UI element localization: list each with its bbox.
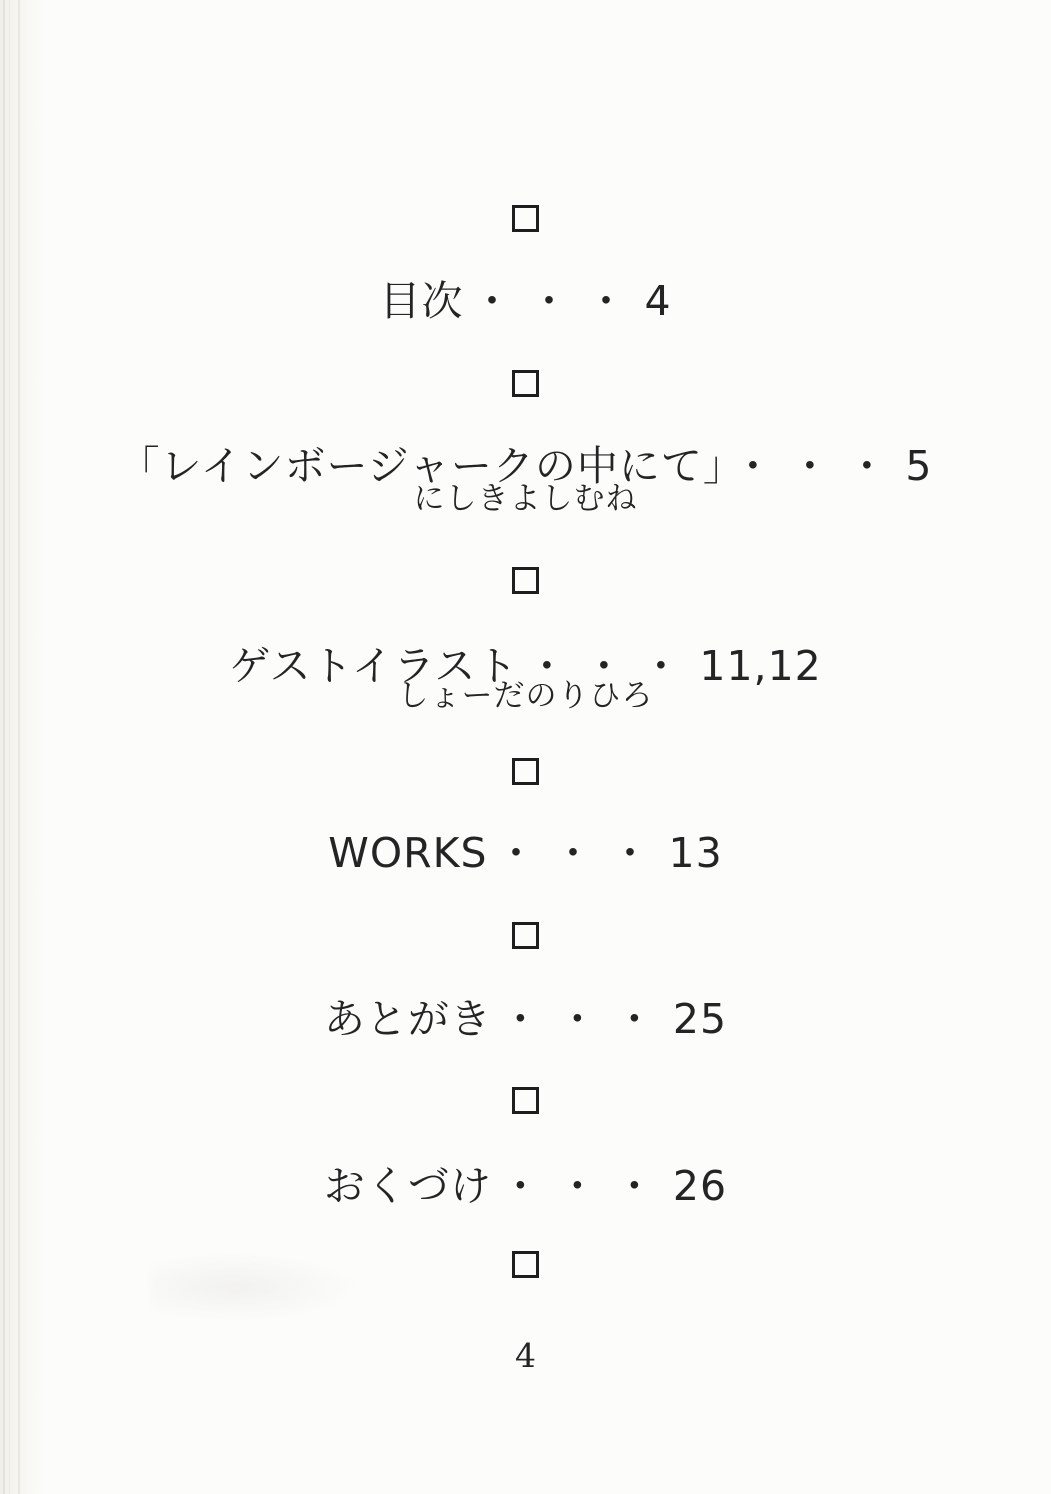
- toc-entry-pages: 13: [668, 829, 723, 877]
- toc-entry-works: [0, 830, 1051, 876]
- toc-entry-pages: 11,12: [699, 642, 822, 690]
- toc-entry-author: にしきよしむね: [413, 481, 638, 517]
- toc-entry-label: WORKS: [328, 829, 488, 877]
- square-separator-icon: [0, 370, 1051, 401]
- toc-entry-label: 目次: [379, 277, 464, 325]
- square-outline-icon: [512, 922, 539, 949]
- square-outline-icon: [512, 567, 539, 594]
- toc-entry-mokuji: [0, 278, 1051, 324]
- toc-dots: ・・・: [499, 1162, 671, 1210]
- square-separator-icon: [0, 758, 1051, 789]
- square-outline-icon: [512, 758, 539, 785]
- toc-entry-pages: 26: [672, 1162, 728, 1210]
- toc-entry-okuzuke: [0, 1163, 1051, 1209]
- toc-entry-label: 「レインボージャークの中にて」: [118, 442, 725, 490]
- toc-entry-label: あとがき: [323, 995, 492, 1043]
- toc-dots: ・・・: [732, 442, 904, 490]
- square-outline-icon: [512, 1087, 539, 1114]
- square-outline-icon: [512, 1251, 539, 1278]
- square-separator-icon: [0, 1087, 1051, 1118]
- square-separator-icon: [0, 205, 1051, 236]
- square-outline-icon: [512, 370, 539, 397]
- toc-dots: ・・・: [471, 277, 643, 325]
- toc-dots: ・・・: [495, 829, 667, 877]
- square-separator-icon: [0, 567, 1051, 598]
- toc-entry-label: おくづけ: [323, 1162, 492, 1210]
- toc-entry-pages: 4: [644, 277, 672, 325]
- square-separator-icon: [0, 1251, 1051, 1282]
- toc-entry-pages: 25: [672, 995, 728, 1043]
- toc-dots: ・・・: [499, 995, 671, 1043]
- toc-dots: ・・・: [526, 642, 698, 690]
- toc-entry-label: ゲストイラスト: [229, 642, 519, 690]
- page-number: 4: [515, 1336, 536, 1375]
- square-separator-icon: [0, 922, 1051, 953]
- square-outline-icon: [512, 205, 539, 232]
- toc-entry-atogaki: [0, 996, 1051, 1042]
- toc-entry-pages: 5: [905, 442, 933, 490]
- toc-entry-author: しょーだのりひろ: [397, 678, 654, 714]
